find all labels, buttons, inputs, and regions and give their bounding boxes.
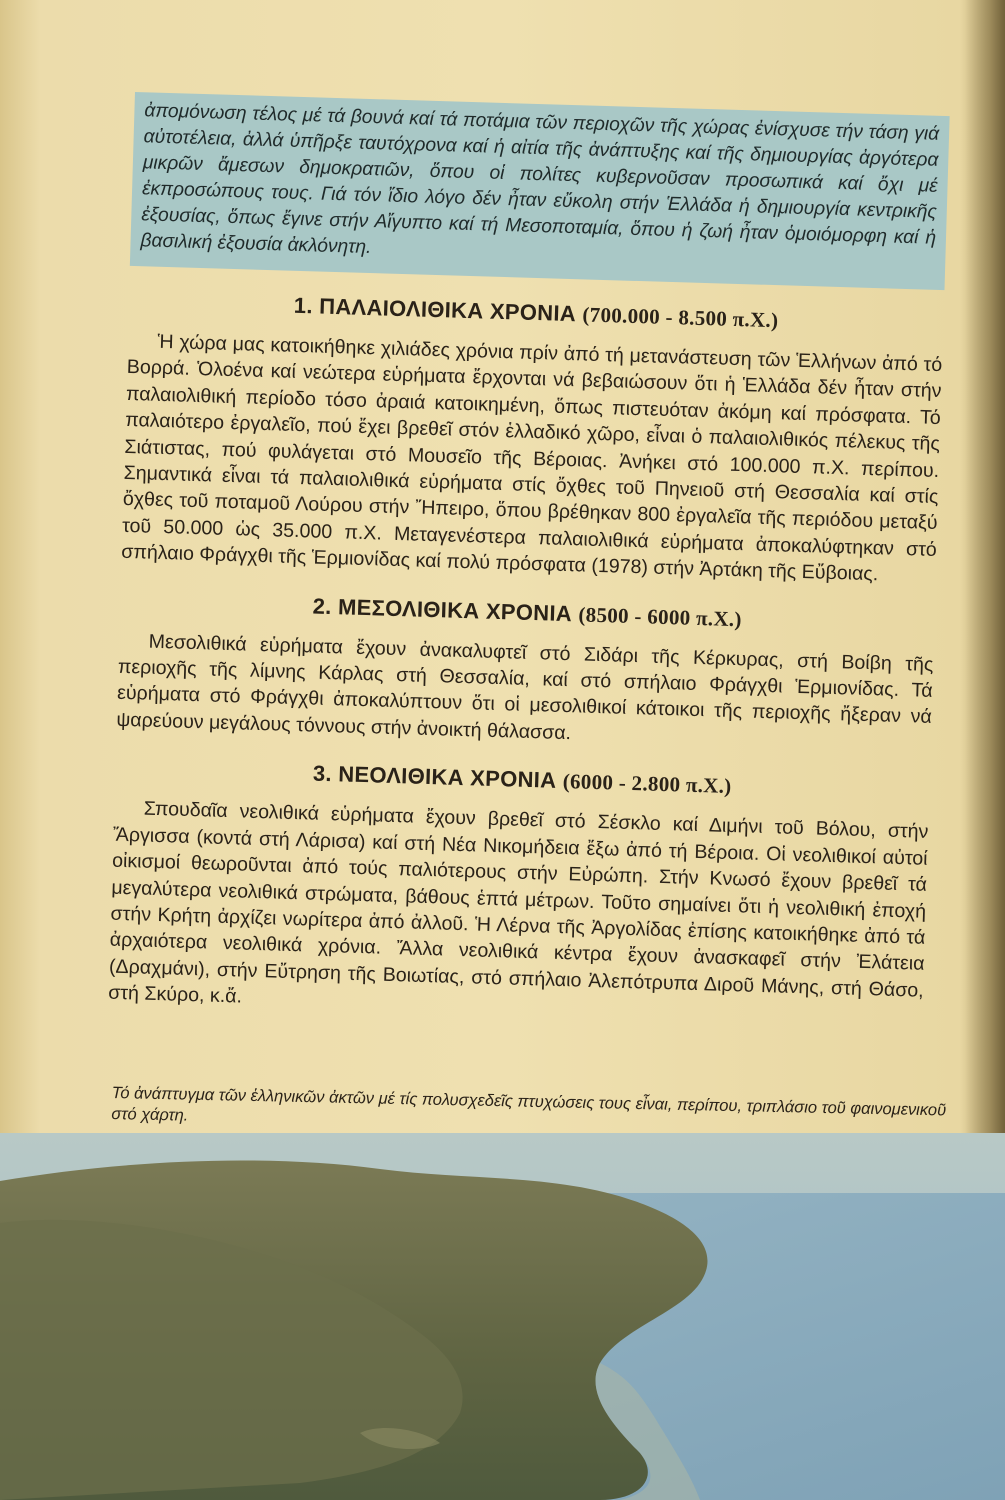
intro-box	[130, 92, 950, 290]
section-title: 3. ΝΕΟΛΙΘΙΚΑ ΧΡΟΝΙΑ	[312, 760, 557, 794]
page-content	[108, 92, 950, 1030]
section-dates: (6000 - 2.800 π.Χ.)	[562, 769, 732, 799]
intro-text: ἀπομόνωση τέλος μέ τά βουνά καί τά ποτάμια τῶν περιοχῶν τῆς χώρας ἐνίσχυσε τήν τάση γιά αὐτοτέλεια, ἀλλά ὑπῆρξε ταυτόχρονα καί ἡ αἰτία τῆς ἀνάπτυξης καί τῆς δημιουργίας ἀργότερα μικρῶν ἄμεσων δημοκρατιῶν, ὅπου οἱ πολίτες κυβερνοῦσαν προσωπικά καί ὄχι μέ ἐκπροσώπους τους. Γιά τόν ἴδιο λόγο δέν ἦταν εὔκολη στήν Ἑλλάδα ἡ δημιουργία κεντρικῆς ἐξουσίας, ὅπως ἔγινε στήν Αἴγυπτο καί τή Μεσοποταμία, ὅπου ἡ ζωή ἦταν ὁμοιόμορφη καί ἡ βασιλική ἐξουσία ἀκλόνητη.	[140, 100, 940, 259]
section-paragraph-paleolithic: Ἡ χώρα μας κατοικήθηκε χιλιάδες χρόνια πρίν ἀπό τή μετανάστευση τῶν Ἑλλήνων ἀπό τό Βορρά. Ὁλοένα καί νεώτερα εὑρήματα ἔρχονται νά βεβαιώσουν ὅτι ἡ Ἑλλάδα δέν ἦταν στήν παλαιολιθική περίοδο τόσο ἀραιά κατοικημένη, ὅπως πιστευόταν ἀκόμη καί πρόσφατα. Τό παλαιότερο ἐργαλεῖο, πού ἔχει βρεθεῖ στόν ἑλλαδικό χῶρο, εἶναι ὁ παλαιολιθικός πέλεκυς τῆς Σιάτιστας, πού φυλάγεται στό Μουσεῖο τῆς Βέροιας. Ἀνήκει στό 100.000 π.Χ. περίπου. Σημαντικά εἶναι τά παλαιολιθικά εὑρήματα στίς ὄχθες τοῦ Πηνειοῦ στή Θεσσαλία καί στίς ὄχθες τοῦ ποταμοῦ Λούρου στήν Ἤπειρο, ὅπου βρέθηκαν 800 ἐργαλεῖα τῆς περιόδου μεταξύ τοῦ 50.000 ὡς 35.000 π.Χ. Μεταγενέστερα παλαιολιθικά εὑρήματα ἀποκαλύφτηκαν στό σπήλαιο Φράγχθι τῆς Ἑρμιονίδας καί πολύ πρόσφατα (1978) στήν Ἀρτάκη τῆς Εὔβοιας.	[121, 330, 943, 586]
photo-caption: Τό ἀνάπτυγμα τῶν ἑλληνικῶν ἀκτῶν μέ τίς πολυσχεδεῖς πτυχώσεις τους εἶναι, περίπου, τριπλάσιο τοῦ φαινομενικοῦ στό χάρτη.	[111, 1083, 947, 1125]
section-title: 2. ΜΕΣΟΛΙΘΙΚΑ ΧΡΟΝΙΑ	[312, 593, 573, 626]
section-dates: (8500 - 6000 π.Χ.)	[578, 602, 743, 631]
coastline-photo	[0, 1133, 1005, 1500]
coastline-illustration	[0, 1133, 1005, 1500]
section-paragraph-mesolithic: Μεσολιθικά εὑρήματα ἔχουν ἀνακαλυφτεῖ στό Σιδάρι τῆς Κέρκυρας, στή Βοίβη τῆς περιοχῆς τῆς λίμνης Κάρλας στή Θεσσαλία, καί στό σπήλαιο Φράγχθι Ἑρμιονίδας. Τά εὑρήματα στό Φράγχθι ἀποκαλύπτουν ὅτι οἱ μεσολιθικοί κάτοικοι τῆς περιοχῆς ἤξεραν νά ψαρεύουν μεγάλους τόννους στήν ἀνοικτή θάλασσα.	[116, 630, 934, 745]
section-dates: (700.000 - 8.500 π.Χ.)	[582, 302, 779, 333]
section-title: 1. ΠΑΛΑΙΟΛΙΘΙΚΑ ΧΡΟΝΙΑ	[293, 292, 577, 327]
section-paragraph-neolithic: Σπουδαῖα νεολιθικά εὑρήματα ἔχουν βρεθεῖ στό Σέσκλο καί Διμήνι τοῦ Βόλου, στήν Ἄργισσα (κοντά στή Λάρισα) καί στή Νέα Νικομήδεια ἔξω ἀπό τή Βέροια. Οἱ νεολιθικοί αὐτοί οἰκισμοί θεωροῦνται ἀπό τούς παλιότερους στήν Εὐρώπη. Στήν Κνωσό ἔχουν βρεθεῖ τά μεγαλύτερα νεολιθικά στρώματα, βάθους ἑπτά μέτρων. Τοῦτο σημαίνει ὅτι ἡ νεολιθική ἐποχή στήν Κρήτη ἀρχίζει νωρίτερα ἀπό ἀλλοῦ. Ἡ Λέρνα τῆς Ἀργολίδας ἐπίσης κατοικήθηκε ἀπό τά ἀρχαιότερα νεολιθικά χρόνια. Ἄλλα νεολιθικά κέντρα ἔχουν ἀνασκαφεῖ στήν Ἐλάτεια (Δραχμάνι), στήν Εὔτρηση τῆς Βοιωτίας, στό σπήλαιο Ἀλεπότρυπα Διροῦ Μάνης, στή Θάσο, στή Σκύρο, κ.ἄ.	[107, 797, 929, 1008]
